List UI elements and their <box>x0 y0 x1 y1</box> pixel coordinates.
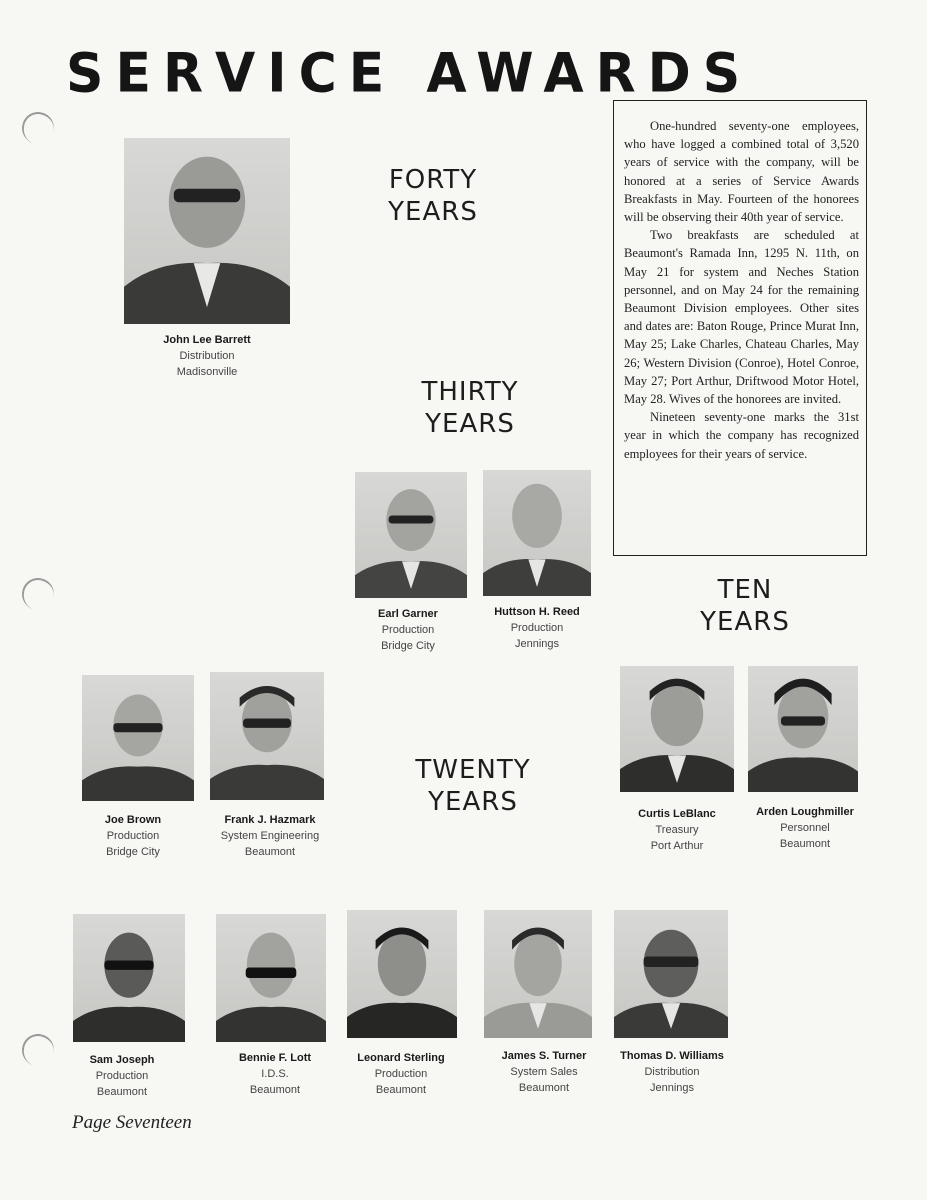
honoree-caption: Arden Loughmiller Personnel Beaumont <box>756 806 854 850</box>
portrait-photo <box>484 910 592 1038</box>
page-title: SERVICE AWARDS <box>66 42 753 105</box>
honoree-caption: Frank J. Hazmark System Engineering Beaumont <box>220 814 320 858</box>
page-number: Page Seventeen <box>72 1112 192 1133</box>
article-paragraph: One-hundred seventy-one employees, who have logged a combined total of 3,520 years of service with the company, will be honored at a series of Service Awards Breakfasts in May. Fourteen of the honorees will be observing their 40th year of service. <box>624 119 859 225</box>
honoree-caption: Curtis LeBlanc Treasury Port Arthur <box>638 808 716 852</box>
honoree-caption: Sam Joseph Production Beaumont <box>89 1054 155 1098</box>
portrait-photo <box>216 914 326 1042</box>
honoree-caption: Huttson H. Reed Production Jennings <box>494 606 580 650</box>
portrait-photo <box>73 914 185 1042</box>
article-paragraph: Two breakfasts are scheduled at Beaumont's Ramada Inn, 1295 N. 11th, on May 21 for system and Neches Station personnel, and on May 24 for the remaining Beaumont Division employees. Other sites and dates are: Baton Rouge, Prince Murat Inn, May 25; Lake Charles, Chateau Charles, May 26; Western Division (Conroe), Hotel Conroe, May 27; Port Arthur, Driftwood Motor Hotel, May 28. Wives of the honorees are invited. <box>624 228 859 407</box>
portrait-photo <box>355 472 467 598</box>
honoree-caption: James S. Turner System Sales Beaumont <box>501 1050 587 1094</box>
portrait-photo <box>614 910 728 1038</box>
portrait-photo <box>347 910 457 1038</box>
honoree-caption: Thomas D. Williams Distribution Jennings <box>620 1050 724 1094</box>
portrait-photo <box>483 470 591 596</box>
honoree-caption: John Lee Barrett Distribution Madisonville <box>163 334 251 378</box>
portrait-photo <box>620 666 734 792</box>
honoree-caption: Leonard Sterling Production Beaumont <box>357 1052 445 1096</box>
heading-twenty-years: TWENTY YEARS <box>415 755 531 817</box>
binder-hole-mark <box>18 574 57 613</box>
heading-thirty-years: THIRTY YEARS <box>421 377 519 439</box>
article-box <box>613 100 867 556</box>
portrait-photo <box>82 675 194 801</box>
honoree-caption: Bennie F. Lott I.D.S. Beaumont <box>238 1052 312 1096</box>
heading-ten-years: TEN YEARS <box>700 575 790 637</box>
portrait-photo <box>124 138 290 324</box>
binder-hole-mark <box>18 108 57 147</box>
article-paragraph: Nineteen seventy-one marks the 31st year in which the company has recognized employees for their years of service. <box>624 410 859 461</box>
honoree-caption: Earl Garner Production Bridge City <box>378 608 438 652</box>
heading-forty-years: FORTY YEARS <box>388 165 478 227</box>
honoree-caption: Joe Brown Production Bridge City <box>104 814 162 858</box>
portrait-photo <box>210 672 324 800</box>
portrait-photo <box>748 666 858 792</box>
